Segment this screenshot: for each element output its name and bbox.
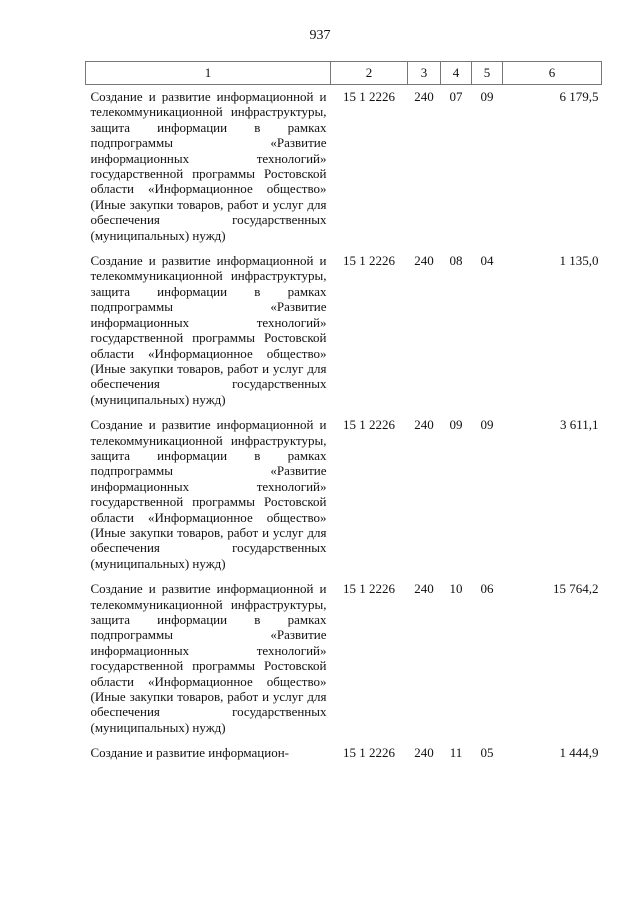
row-section: 09 xyxy=(449,417,463,433)
row-expense-type: 240 xyxy=(414,253,434,269)
table-row xyxy=(86,85,602,250)
row-expense-type: 240 xyxy=(414,417,434,433)
column-header-3: 3 xyxy=(408,62,441,85)
row-target-code: 15 1 2226 xyxy=(343,745,395,761)
row-description: Создание и развитие информационной и телекоммуникационной инфраструктуры, защита информации в рамках подпрограммы «Развитие информационных технологий» государственной программы Ростовской области «Информационное общество» (Иные закупки товаров, работ и услуг для обеспечения государственных (муниципальных) нужд) xyxy=(90,253,327,407)
budget-table xyxy=(85,61,602,761)
row-target-code: 15 1 2226 xyxy=(343,89,395,104)
row-amount: 3 611,1 xyxy=(559,417,599,433)
row-amount: 1 444,9 xyxy=(559,745,599,761)
row-expense-type: 240 xyxy=(414,745,434,761)
row-description: Создание и развитие информационной и телекоммуникационной инфраструктуры, защита информации в рамках подпрограммы «Развитие информационных технологий» государственной программы Ростовской области «Информационное общество» (Иные закупки товаров, работ и услуг для обеспечения государственных (муниципальных) нужд) xyxy=(90,581,327,735)
row-description: Создание и развитие информационной и телекоммуникационной инфраструктуры, защита информации в рамках подпрограммы «Развитие информационных технологий» государственной программы Ростовской области «Информационное общество» (Иные закупки товаров, работ и услуг для обеспечения государственных (муниципальных) нужд) xyxy=(90,89,327,243)
row-section: 11 xyxy=(449,745,463,761)
page-number: 937 xyxy=(309,28,331,43)
table-row xyxy=(86,413,602,577)
table-row xyxy=(86,741,602,760)
column-header-4: 4 xyxy=(441,62,472,85)
row-subsection: 05 xyxy=(480,745,494,761)
row-expense-type: 240 xyxy=(414,581,434,597)
row-subsection: 04 xyxy=(480,253,494,269)
row-amount: 6 179,5 xyxy=(559,89,599,104)
row-expense-type: 240 xyxy=(414,89,434,104)
row-target-code: 15 1 2226 xyxy=(343,417,395,433)
column-header-2: 2 xyxy=(331,62,408,85)
row-target-code: 15 1 2226 xyxy=(343,253,395,269)
row-target-code: 15 1 2226 xyxy=(343,581,395,597)
row-section: 08 xyxy=(449,253,463,269)
column-header-1: 1 xyxy=(86,62,331,85)
table-row xyxy=(86,249,602,413)
row-subsection: 06 xyxy=(480,581,494,597)
row-section: 07 xyxy=(449,89,463,104)
row-description: Создание и развитие информационной и телекоммуникационной инфраструктуры, защита информации в рамках подпрограммы «Развитие информационных технологий» государственной программы Ростовской области «Информационное общество» (Иные закупки товаров, работ и услуг для обеспечения государственных (муниципальных) нужд) xyxy=(90,417,327,571)
column-header-6: 6 xyxy=(503,62,602,85)
row-amount: 15 764,2 xyxy=(553,581,599,597)
row-section: 10 xyxy=(449,581,463,597)
row-subsection: 09 xyxy=(480,89,494,104)
table-row xyxy=(86,577,602,741)
row-amount: 1 135,0 xyxy=(559,253,599,269)
table-header-row xyxy=(86,62,602,85)
column-header-5: 5 xyxy=(472,62,503,85)
row-subsection: 09 xyxy=(480,417,494,433)
row-description: Создание и развитие информацион- xyxy=(90,745,290,761)
